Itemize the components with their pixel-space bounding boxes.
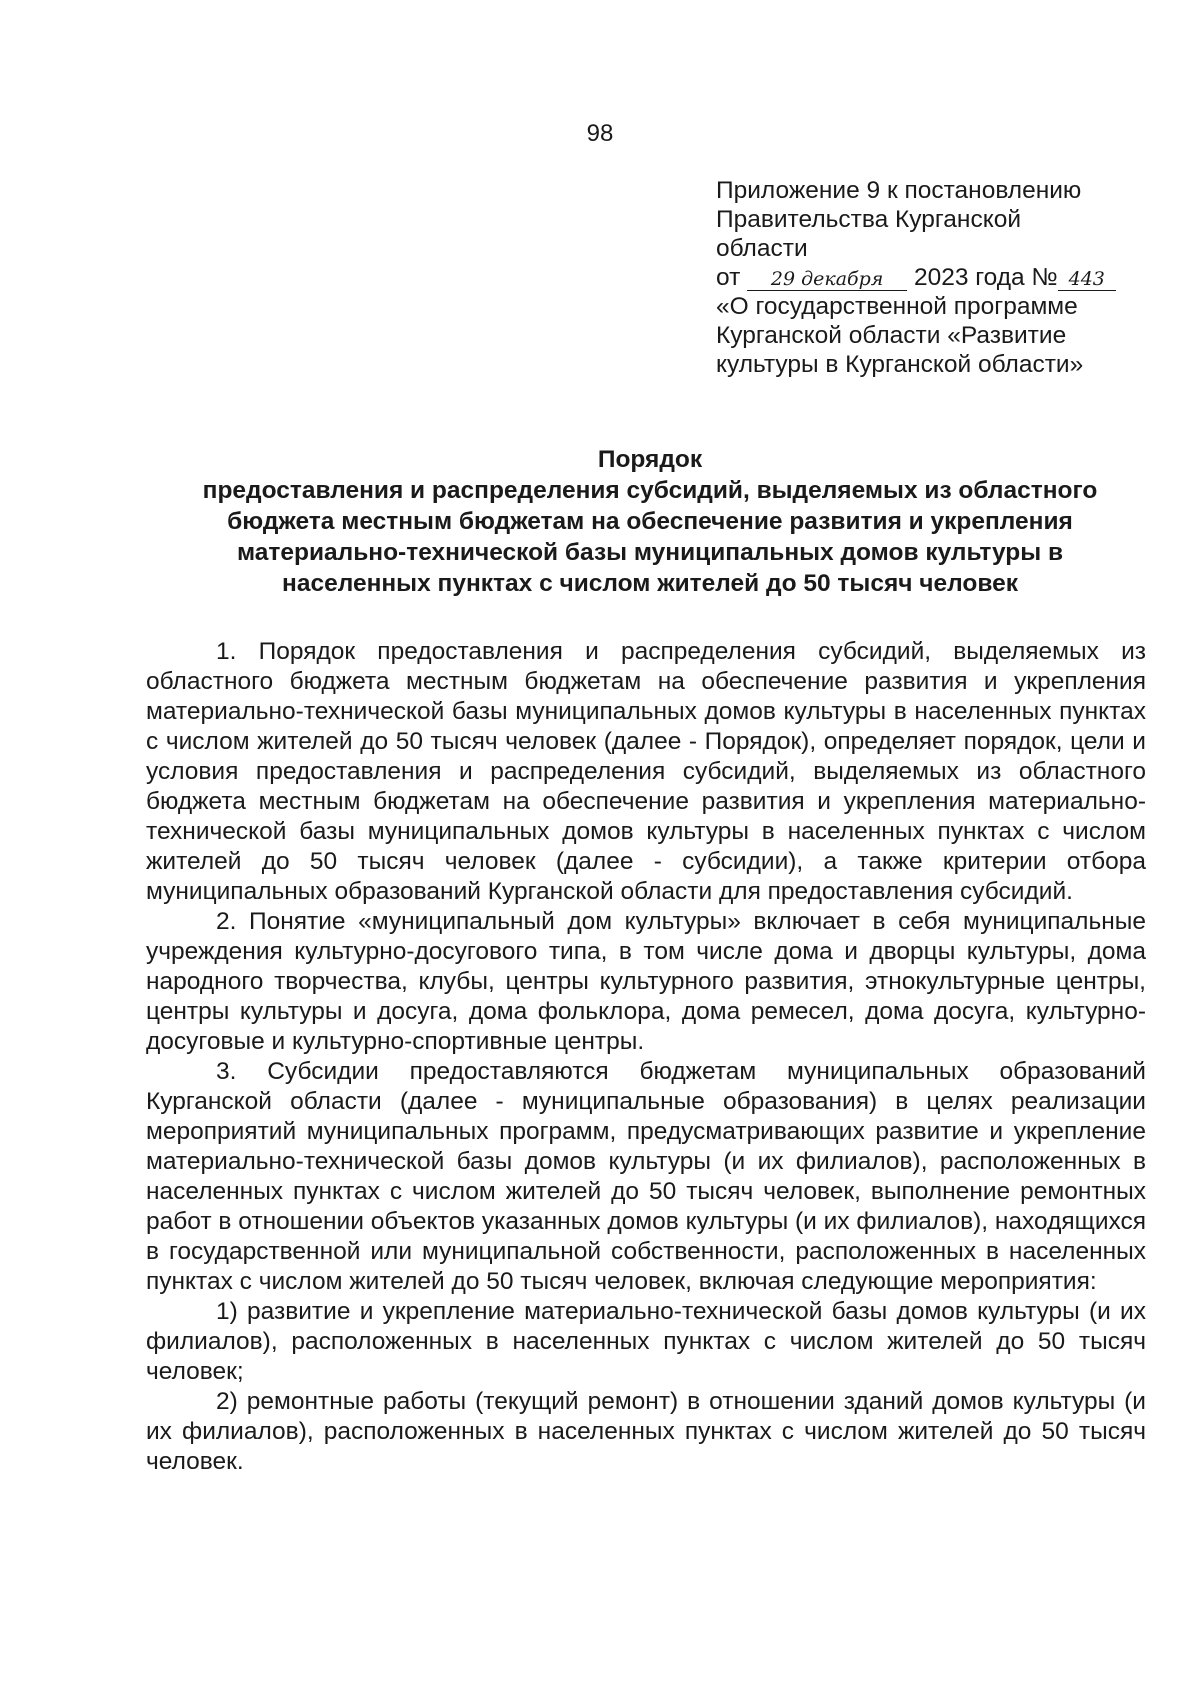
title-line-1: предоставления и распределения субсидий, выделяемых из областного <box>202 477 1098 504</box>
appendix-line-1: Приложение 9 к постановлению <box>716 177 1082 204</box>
title-heading: Порядок <box>597 446 703 473</box>
document-body <box>146 637 1146 1477</box>
appendix-line-2: Правительства Курганской <box>716 206 1022 233</box>
appendix-line-7: культуры в Курганской области» <box>716 351 1084 378</box>
handwritten-number: 443 <box>1058 268 1116 291</box>
paragraph-1: 1. Порядок предоставления и распределения субсидий, выделяемых из областного бюджета местным бюджетам на обеспечение развития и укрепления материально-технической базы муниципальных домов культуры в населенных пунктах с числом жителей до 50 тысяч человек (далее - Порядок), определяет порядок, цели и условия предоставления и распределения субсидий, выделяемых из областного бюджета местным бюджетам на обеспечение развития и укрепления материально-технической базы муниципальных домов культуры в населенных пунктах с числом жителей до 50 тысяч человек (далее - субсидии), а также критерии отбора муниципальных образований Курганской области для предоставления субсидий. <box>146 638 1146 905</box>
document-title <box>100 444 1200 599</box>
page-number: 98 <box>586 120 614 147</box>
paragraph-2: 2. Понятие «муниципальный дом культуры» включает в себя муниципальные учреждения культурно-досугового типа, в том числе дома и дворцы культуры, дома народного творчества, клубы, центры культурного развития, этнокультурные центры, центры культуры и досуга, дома фольклора, дома ремесел, дома досуга, культурно-досуговые и культурно-спортивные центры. <box>146 908 1146 1055</box>
date-prefix: от <box>716 264 741 291</box>
paragraph-3: 3. Субсидии предоставляются бюджетам муниципальных образований Курганской области (далее - муниципальные образования) в целях реализации мероприятий муниципальных программ, предусматривающих развитие и укрепление материально-технической базы домов культуры (и их филиалов), расположенных в населенных пунктах с числом жителей до 50 тысяч человек, выполнение ремонтных работ в отношении объектов указанных домов культуры (и их филиалов), находящихся в государственной или муниципальной собственности, расположенных в населенных пунктах с числом жителей до 50 тысяч человек, включая следующие мероприятия: <box>146 1058 1146 1295</box>
handwritten-date: 29 декабря <box>747 268 907 291</box>
appendix-line-6: Курганской области «Развитие <box>716 322 1067 349</box>
list-item-1: 1) развитие и укрепление материально-технической базы домов культуры (и их филиалов), расположенных в населенных пунктах с числом жителей до 50 тысяч человек; <box>146 1298 1146 1385</box>
appendix-header <box>716 176 1156 379</box>
list-item-2: 2) ремонтные работы (текущий ремонт) в отношении зданий домов культуры (и их филиалов), расположенных в населенных пунктах с числом жителей до 50 тысяч человек. <box>146 1388 1146 1475</box>
title-line-3: материально-технической базы муниципальных домов культуры в <box>236 539 1064 566</box>
appendix-line-5: «О государственной программе <box>716 293 1078 320</box>
appendix-line-3: области <box>716 235 808 262</box>
title-line-2: бюджета местным бюджетам на обеспечение развития и укрепления <box>227 508 1073 535</box>
appendix-date-line <box>716 263 1156 292</box>
title-line-4: населенных пунктах с числом жителей до 50 тысяч человек <box>282 570 1018 597</box>
year-text: 2023 года № <box>913 264 1058 291</box>
